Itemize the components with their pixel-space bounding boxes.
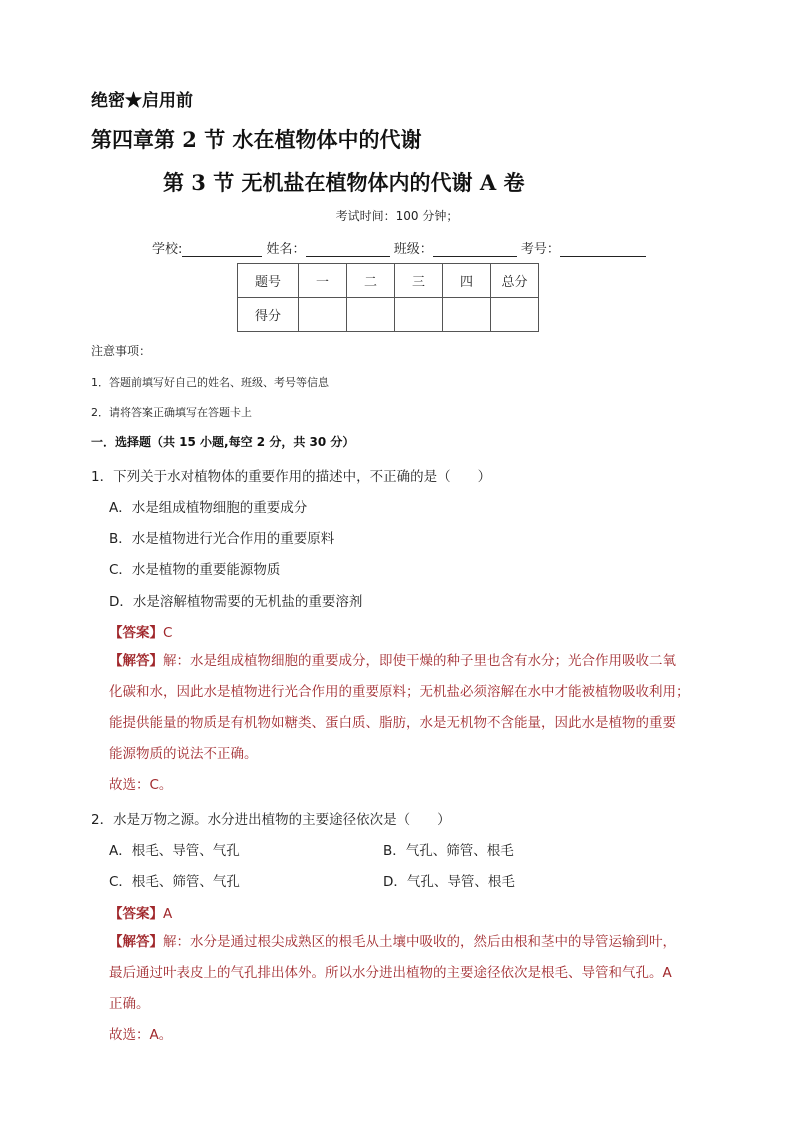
score-cell [347,298,395,332]
score-row-label: 得分 [238,298,299,332]
analysis-line: 能源物质的说法不正确。 [109,746,258,762]
exam-number-label: 考号： [520,242,560,257]
answer-label: 【答案】 [109,906,163,922]
score-table [237,263,539,332]
score-cell [443,298,491,332]
question-2-option-b: B．气孔、筛管、根毛 [383,843,514,859]
score-header-cell: 题号 [238,264,299,298]
class-blank [433,242,517,257]
analysis-label: 【解答】 [109,934,163,950]
score-header-cell: 一 [299,264,347,298]
score-cell [395,298,443,332]
analysis-line: 化碳和水，因此水是植物进行光合作用的重要原料；无机盐必须溶解在水中才能被植物吸收利用； [109,684,690,700]
score-cell [299,298,347,332]
analysis-line: 最后通过叶表皮上的气孔排出体外。所以水分进出植物的主要途径依次是根毛、导管和气孔。A [109,965,672,981]
score-header-cell: 二 [347,264,395,298]
analysis-text: 解：水是组成植物细胞的重要成分，即使干燥的种子里也含有水分；光合作用吸收二氧 [163,653,676,669]
name-label: 姓名： [266,242,306,257]
question-2-stem: 2．水是万物之源。水分进出植物的主要途径依次是（ ） [91,812,451,828]
student-info-line [152,238,646,257]
confidential-mark: 绝密★启用前 [91,91,193,111]
score-header-cell: 总分 [491,264,539,298]
question-1-option-d: D．水是溶解植物需要的无机盐的重要溶剂 [109,594,363,610]
analysis-label: 【解答】 [109,653,163,669]
question-1-option-b: B．水是植物进行光合作用的重要原料 [109,531,335,547]
notice-item: 1．答题前填写好自己的姓名、班级、考号等信息 [91,376,329,389]
section-heading: 一．选择题（共 15 小题,每空 2 分，共 30 分） [91,435,355,449]
question-2-option-d: D．气孔、导管、根毛 [383,874,515,890]
question-1-analysis [109,646,690,801]
analysis-line: 能提供能量的物质是有机物如糖类、蛋白质、脂肪，水是无机物不含能量，因此水是植物的重要 [109,715,676,731]
analysis-line [109,646,690,677]
question-2-option-a: A．根毛、导管、气孔 [109,843,240,859]
chapter-title: 第四章第 2 节 水在植物体中的代谢 [91,127,422,152]
notice-item: 2．请将答案正确填写在答题卡上 [91,406,252,419]
score-table-score-row [238,298,539,332]
school-label: 学校: [152,242,183,257]
question-1-option-a: A．水是组成植物细胞的重要成分 [109,500,308,516]
analysis-line [109,927,676,958]
score-cell [491,298,539,332]
exam-time: 考试时间：100 分钟； [335,209,459,223]
school-blank [182,242,262,257]
answer-label: 【答案】 [109,625,163,641]
analysis-line: 正确。 [109,996,150,1012]
question-2-answer [109,902,172,922]
score-header-cell: 三 [395,264,443,298]
section-title: 第 3 节 无机盐在植物体内的代谢 A 卷 [163,170,525,195]
score-header-cell: 四 [443,264,491,298]
score-table-header-row [238,264,539,298]
analysis-conclusion: 故选：A。 [109,1027,173,1043]
notice-title: 注意事项： [91,344,152,358]
class-label: 班级： [393,242,433,257]
answer-value: C [163,625,173,641]
name-blank [306,242,390,257]
question-2-analysis [109,927,676,1051]
question-1-stem: 1．下列关于水对植物体的重要作用的描述中，不正确的是（ ） [91,469,492,485]
question-1-answer [109,621,172,641]
question-1-option-c: C．水是植物的重要能源物质 [109,562,281,578]
answer-value: A [163,906,173,922]
question-2-option-c: C．根毛、筛管、气孔 [109,874,240,890]
analysis-text: 解：水分是通过根尖成熟区的根毛从土壤中吸收的，然后由根和茎中的导管运输到叶， [163,934,676,950]
exam-number-blank [560,242,646,257]
analysis-conclusion: 故选：C。 [109,777,173,793]
